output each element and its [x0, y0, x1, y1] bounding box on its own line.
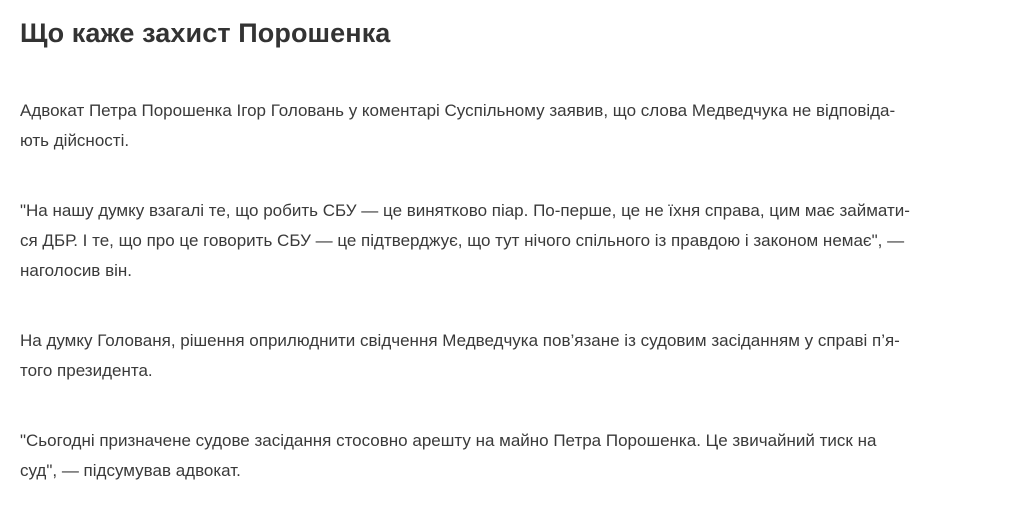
paragraph-quote-court: "Сьогодні призначене судове засідання стосовно арешту на майно Петра Порошенка. Це звичайний тиск на суд", — підсумував адвокат.: [20, 431, 877, 480]
paragraph-lawyer-opinion: На думку Голованя, рішення оприлюднити свідчення Медведчука пов’язане із судовим засіданням у справі п’я- того президента.: [20, 331, 900, 380]
article-body: [20, 96, 955, 486]
article-section: [20, 15, 955, 526]
section-heading: Що каже захист Порошенка: [20, 18, 391, 48]
paragraph-quote-sbu: "На нашу думку взагалі те, що робить СБУ — це винятково піар. По-перше, це не їхня справа, цим має займати- ся ДБР. І те, що про це говорить СБУ — це підтверджує, що тут нічого спільного із правдою і законом немає", — наголосив він.: [20, 201, 910, 280]
paragraph-lawyer-statement: Адвокат Петра Порошенка Ігор Головань у коментарі Суспільному заявив, що слова Медведчука не відповіда- ють дійсності.: [20, 101, 896, 150]
